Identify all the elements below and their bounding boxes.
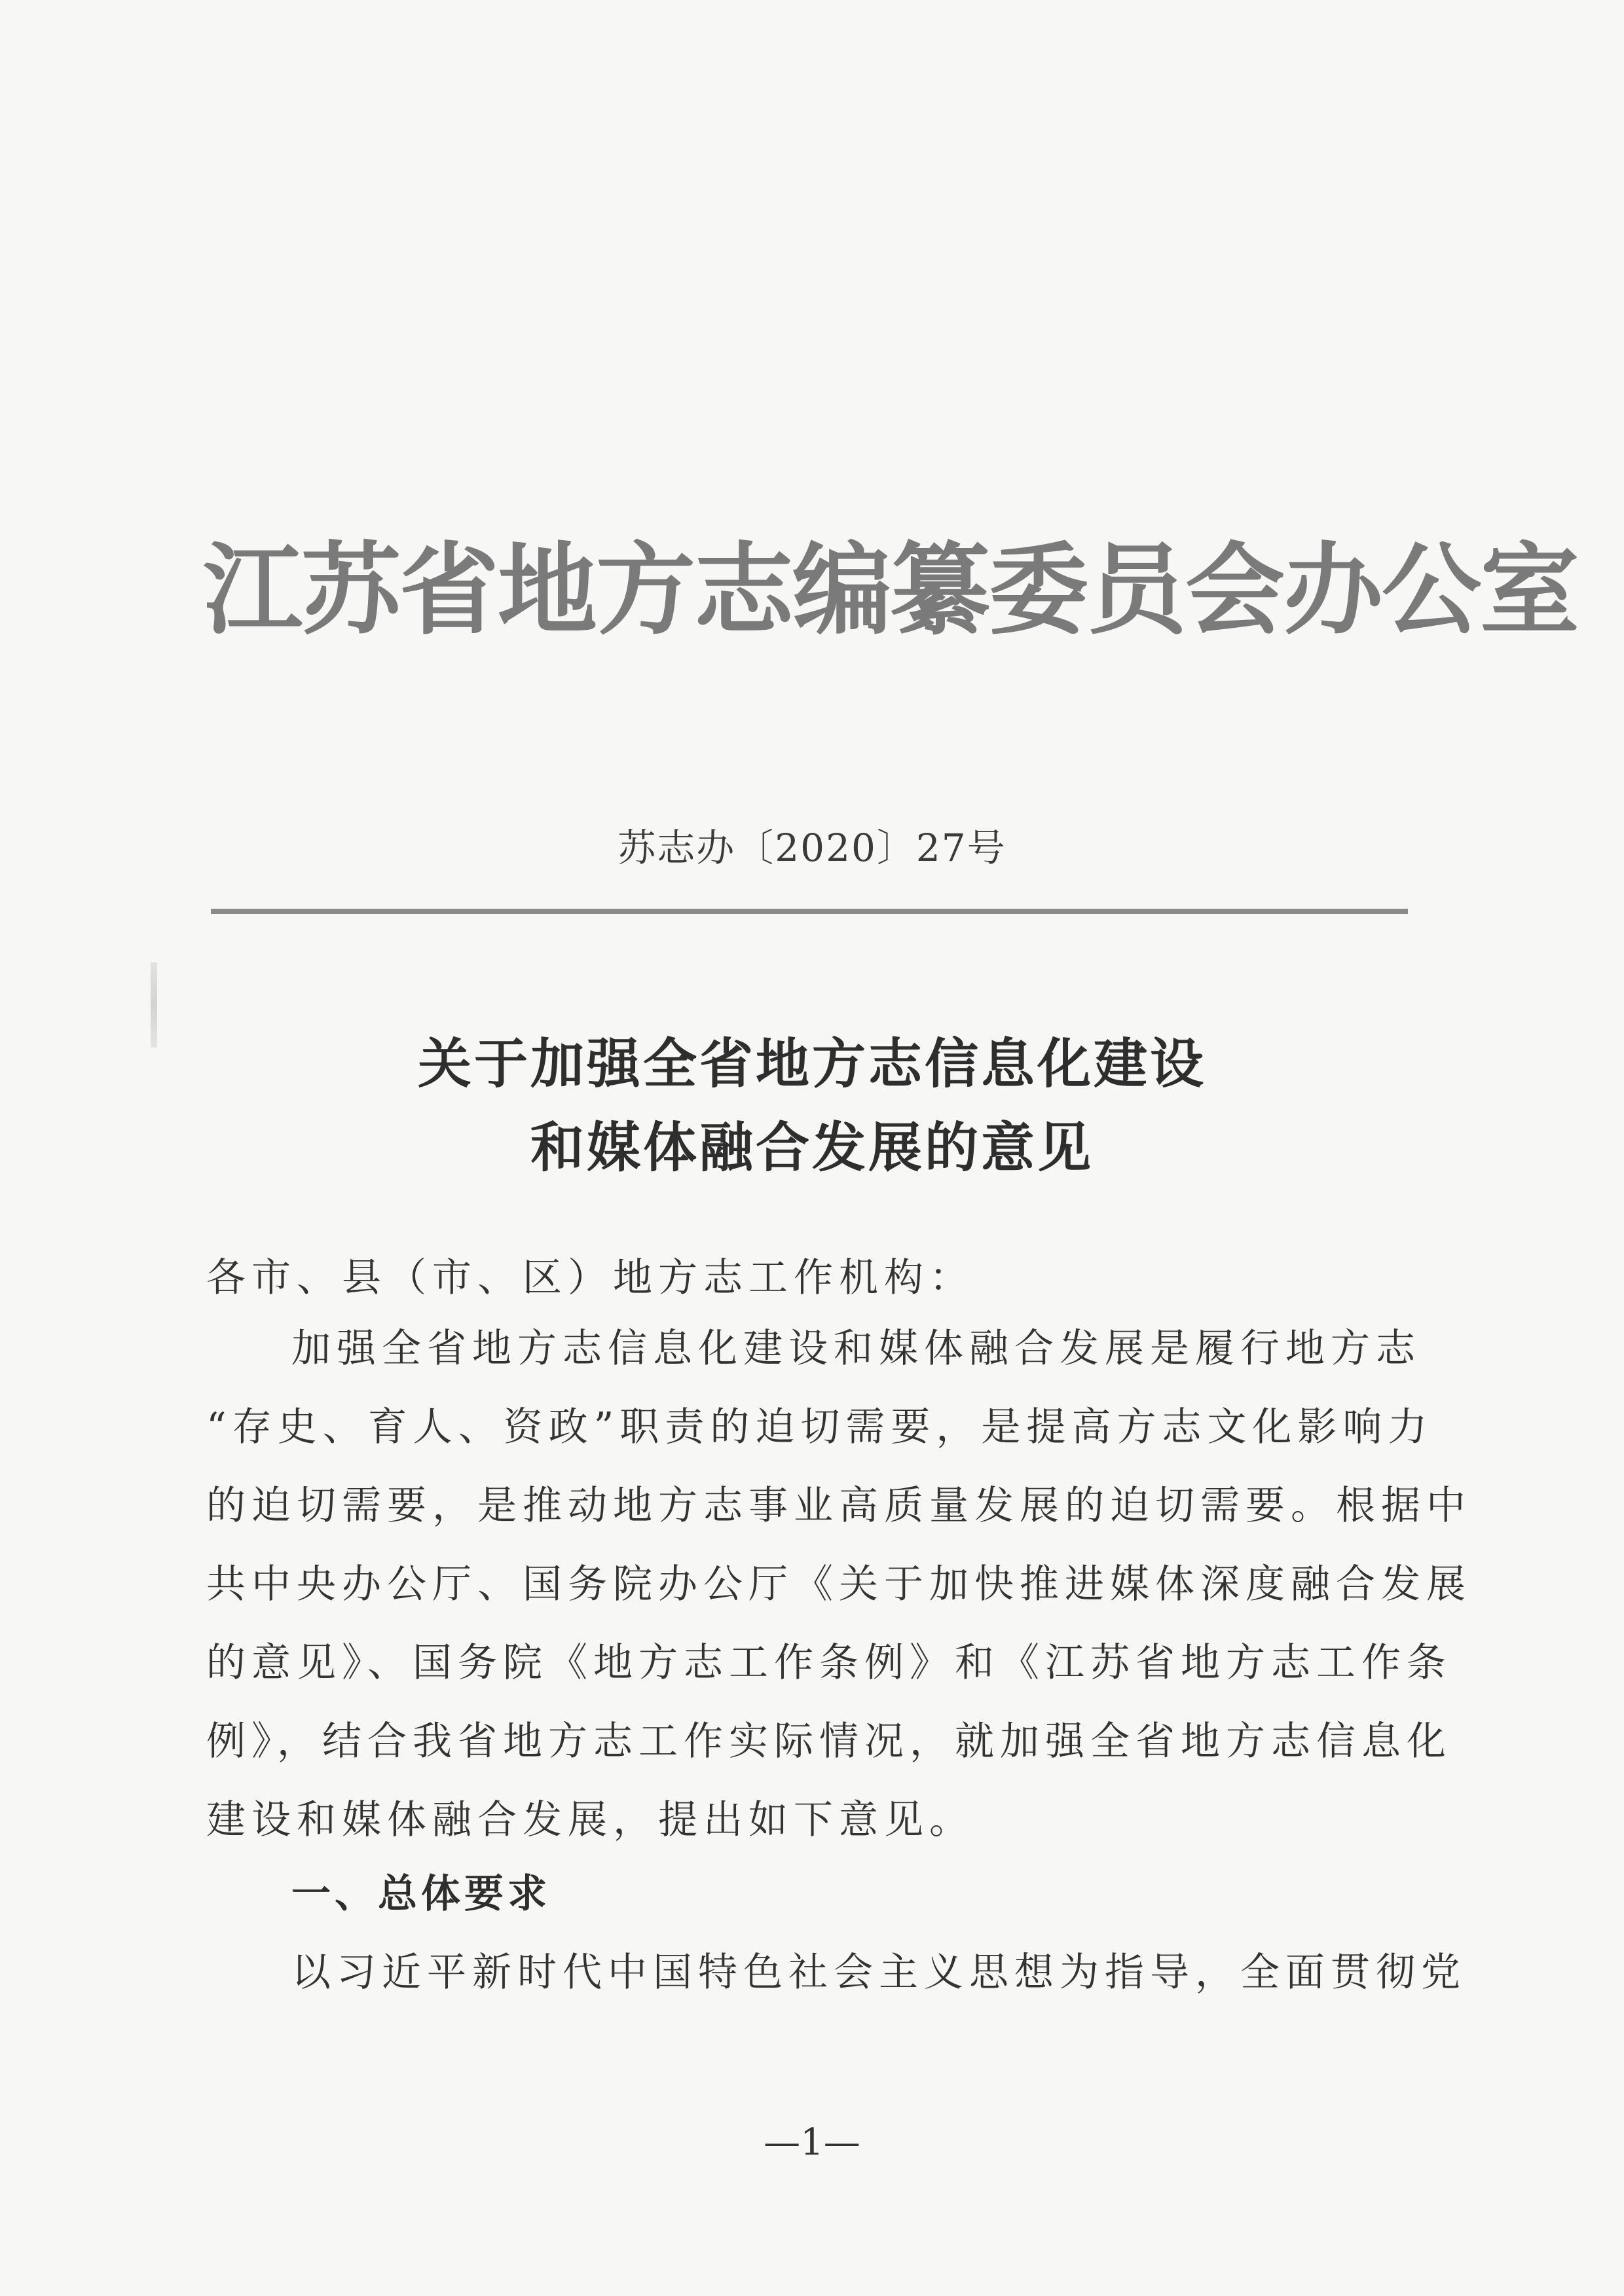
document-title-line-2: 和媒体融合发展的意见 bbox=[530, 1117, 1094, 1179]
section-1-first-line: 以习近平新时代中国特色社会主义思想为指导，全面贯彻党 bbox=[291, 1950, 1466, 1995]
page-number: —1— bbox=[764, 2121, 860, 2164]
section-heading: 一、总体要求 bbox=[291, 1871, 551, 1917]
paragraph-1-line: 共中央办公厅、国务院办公厅《关于加快推进媒体深度融合发展 bbox=[206, 1561, 1471, 1607]
document-title-line-1: 关于加强全省地方志信息化建设 bbox=[417, 1033, 1206, 1095]
paragraph-1-line: 加强全省地方志信息化建设和媒体融合发展是履行地方志 bbox=[291, 1326, 1421, 1372]
document-number: 苏志办〔2020〕27号 bbox=[618, 826, 1006, 870]
paragraph-1-line: 的迫切需要，是推动地方志事业高质量发展的迫切需要。根据中 bbox=[206, 1483, 1471, 1529]
letterhead-organization: 江苏省地方志编纂委员会办公室 bbox=[203, 532, 1578, 648]
salutation: 各市、县（市、区）地方志工作机构： bbox=[206, 1255, 974, 1301]
paragraph-1-line: 例》，结合我省地方志工作实际情况，就加强全省地方志信息化 bbox=[206, 1719, 1452, 1764]
paragraph-1-line: 建设和媒体融合发展，提出如下意见。 bbox=[206, 1797, 974, 1843]
header-divider bbox=[211, 909, 1408, 914]
paragraph-1-line: 的意见》、国务院《地方志工作条例》和《江苏省地方志工作条 bbox=[206, 1640, 1452, 1686]
paragraph-1-line: “存史、育人、资政”职责的迫切需要，是提高方志文化影响力 bbox=[206, 1404, 1433, 1450]
